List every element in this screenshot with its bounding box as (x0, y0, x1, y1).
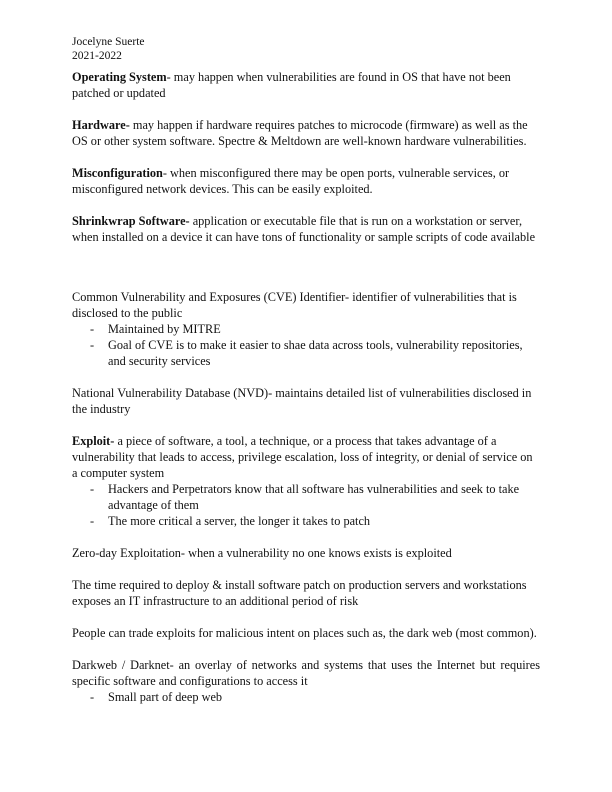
dash-marker: - (90, 338, 95, 352)
misconfig-term: Misconfiguration (72, 166, 163, 180)
os-text: - may happen when vulnerabilities are found in OS that have not been patched or updated (72, 70, 511, 100)
list-item (72, 689, 540, 705)
hardware-text: may happen if hardware requires patches to microcode (firmware) as well as the OS or other system software. Spectre & Meltdown are well-known hardware vulnerabilities. (72, 118, 528, 148)
trade-paragraph: People can trade exploits for malicious intent on places such as, the dark web (most common). (72, 626, 537, 640)
bullet-text: Goal of CVE is to make it easier to shae data across tools, vulnerability repositories, and security services (108, 338, 523, 368)
dash-marker: - (90, 514, 95, 528)
year-range: 2021-2022 (72, 49, 122, 62)
patchtime-paragraph: The time required to deploy & install software patch on production servers and workstations exposes an IT infrastructure to an additional period of risk (72, 578, 527, 608)
dash-marker: - (90, 690, 95, 704)
dash-marker: - (90, 482, 95, 496)
document-page (72, 36, 540, 705)
shrinkwrap-text: application or executable file that is run on a workstation or server, when installed on a device it can have tons of functionality or sample scripts of code available (72, 214, 536, 244)
exploit-paragraph (72, 433, 540, 481)
bullet-text: The more critical a server, the longer it takes to patch (108, 514, 371, 528)
list-item (72, 513, 540, 529)
os-term: Operating System (72, 70, 167, 84)
list-item (72, 321, 540, 337)
misconfig-paragraph (72, 165, 540, 197)
cve-bullet-list (72, 321, 540, 369)
misconfig-text: - when misconfigured there may be open ports, vulnerable services, or misconfigured network devices. This can be easily exploited. (72, 166, 510, 196)
bullet-text: Small part of deep web (108, 690, 223, 704)
dash-marker: - (90, 322, 95, 336)
list-item (72, 481, 540, 513)
shrinkwrap-paragraph (72, 213, 540, 245)
shrinkwrap-term: Shrinkwrap Software- (72, 214, 190, 228)
hardware-term: Hardware- (72, 118, 130, 132)
os-paragraph (72, 69, 540, 101)
exploit-term: Exploit- (72, 434, 115, 448)
exploit-bullet-list (72, 481, 540, 529)
author-name: Jocelyne Suerte (72, 36, 145, 48)
darkweb-paragraph: Darkweb / Darknet- an overlay of networks and systems that uses the Internet but requires specific software and configurations to access it (72, 658, 540, 688)
darkweb-bullet-list (72, 689, 540, 705)
zeroday-paragraph: Zero-day Exploitation- when a vulnerability no one knows exists is exploited (72, 546, 452, 560)
exploit-text: a piece of software, a tool, a technique, or a process that takes advantage of a vulnerability that leads to access, privilege escalation, loss of integrity, or denial of service on a computer system (72, 434, 533, 480)
nvd-paragraph: National Vulnerability Database (NVD)- maintains detailed list of vulnerabilities disclosed in the industry (72, 386, 532, 416)
list-item (72, 337, 540, 369)
hardware-paragraph (72, 117, 540, 149)
bullet-text: Hackers and Perpetrators know that all software has vulnerabilities and seek to take advantage of them (108, 482, 520, 512)
bullet-text: Maintained by MITRE (108, 322, 221, 336)
cve-paragraph: Common Vulnerability and Exposures (CVE) Identifier- identifier of vulnerabilities that is disclosed to the public (72, 290, 517, 320)
header-block (72, 36, 540, 63)
